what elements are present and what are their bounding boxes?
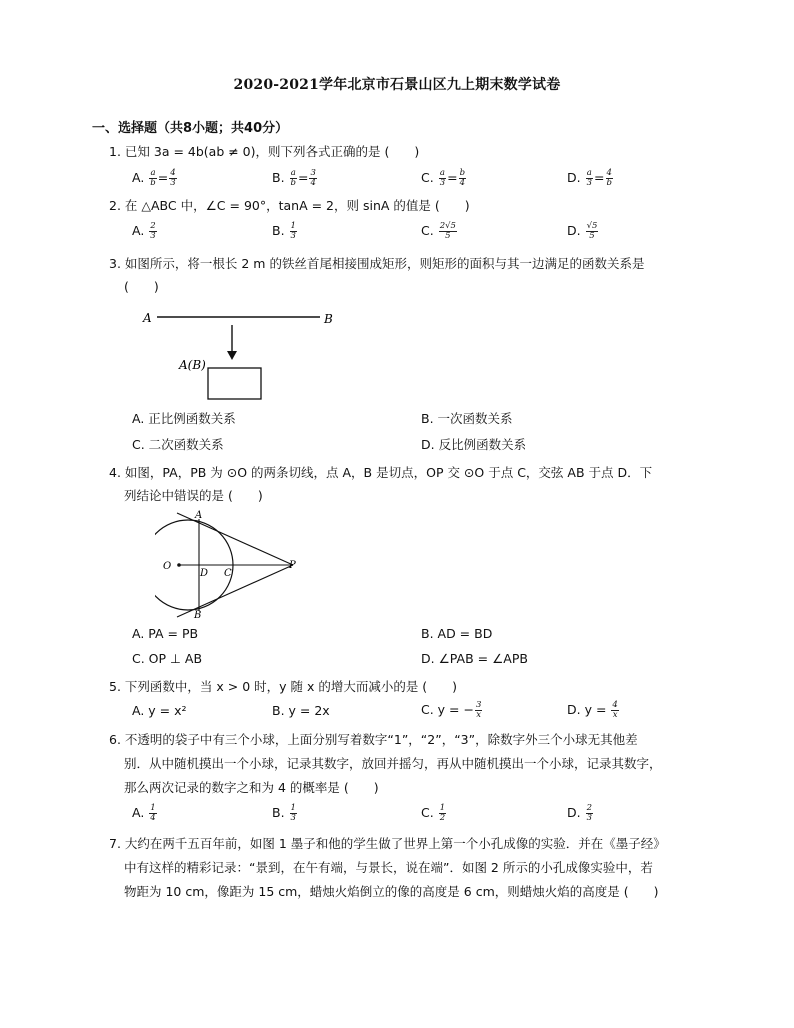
q1-option-a: A. $\frac{a}{b}$ = $\frac{4}{3}$ bbox=[132, 168, 176, 188]
q2-option-a: A. $\frac{2}{3}$ bbox=[132, 221, 156, 241]
label-c: C bbox=[224, 568, 232, 579]
q4-option-a: A. PA = PB bbox=[132, 626, 199, 641]
q1-option-c: C. $\frac{a}{3}$ = $\frac{b}{4}$ bbox=[421, 168, 466, 188]
question-6-line3: 那么两次记录的数字之和为 4 的概率是 ( ) bbox=[124, 780, 379, 795]
question-6-line2: 别．从中随机摸出一个小球，记录其数字，放回并摇匀，再从中随机摸出一个小球，记录其数字， bbox=[124, 756, 662, 771]
label-a: A bbox=[195, 510, 203, 521]
question-4-stem: 4. 如图，PA，PB 为 ⊙O 的两条切线，点 A，B 是切点，OP 交 ⊙O 于点 C，交弦 AB 于点 D．下 bbox=[109, 465, 653, 480]
q4-option-b: B. AD = BD bbox=[421, 626, 493, 641]
q1-option-d: D. $\frac{a}{3}$ = $\frac{4}{b}$ bbox=[567, 168, 612, 188]
section-heading: 一、选择题（共8小题；共40分） bbox=[92, 121, 289, 136]
q3-option-c: C. 二次函数关系 bbox=[132, 437, 224, 452]
q3-option-a: A. 正比例函数关系 bbox=[132, 411, 236, 426]
q6-option-a: A. $\frac{1}{4}$ bbox=[132, 803, 156, 823]
question-7-line1: 7. 大约在两千五百年前，如图 1 墨子和他的学生做了世界上第一个小孔成像的实验．并在《墨子经》 bbox=[109, 836, 666, 851]
q4-option-c: C. OP ⊥ AB bbox=[132, 651, 203, 666]
q5-option-a: A. y = x² bbox=[132, 703, 187, 718]
q3-option-b: B. 一次函数关系 bbox=[421, 411, 513, 426]
q5-option-b: B. y = 2x bbox=[272, 703, 330, 718]
q2-option-d: D. $\frac{√5}{5}$ bbox=[567, 221, 598, 241]
question-2-stem: 2. 在 △ABC 中，∠C = 90°，tanA = 2，则 sinA 的值是 ( ) bbox=[109, 198, 470, 213]
question-4-stem-line2: 列结论中错误的是 ( ) bbox=[124, 488, 263, 503]
q6-option-b: B. $\frac{1}{3}$ bbox=[272, 803, 296, 823]
question-3-stem: 3. 如图所示，将一根长 2 m 的铁丝首尾相接围成矩形，则矩形的面积与其一边满足的函数关系是 bbox=[109, 256, 645, 271]
center-dot bbox=[177, 563, 181, 567]
q1-option-b: B. $\frac{a}{b}$ = $\frac{3}{4}$ bbox=[272, 168, 316, 188]
question-6-line1: 6. 不透明的袋子中有三个小球，上面分别写着数字“1”，“2”，“3”，除数字外三个小球无其他差 bbox=[109, 732, 638, 747]
q3-wire-figure bbox=[140, 305, 350, 405]
arrow-head bbox=[227, 351, 237, 360]
q6-option-c: C. $\frac{1}{2}$ bbox=[421, 803, 446, 823]
label-b: B bbox=[194, 610, 202, 621]
q4-circle-figure bbox=[155, 505, 315, 623]
label-d: D bbox=[200, 568, 209, 579]
q2-option-b: B. $\frac{1}{3}$ bbox=[272, 221, 296, 241]
q3-option-d: D. 反比例函数关系 bbox=[421, 437, 527, 452]
label-o: O bbox=[163, 561, 172, 572]
q5-option-d: D. y = $\frac{4}{x}$ bbox=[567, 700, 618, 720]
label-p: P bbox=[289, 560, 296, 571]
question-7-line3: 物距为 10 cm，像距为 15 cm，蜡烛火焰倒立的像的高度是 6 cm，则蜡烛火焰的高度是 ( ) bbox=[124, 884, 659, 899]
q4-option-d: D. ∠PAB = ∠APB bbox=[421, 651, 528, 666]
wire-label-a: A bbox=[143, 311, 152, 325]
rectangle-shape bbox=[208, 368, 261, 399]
q6-option-d: D. $\frac{2}{3}$ bbox=[567, 803, 593, 823]
wire-label-b: B bbox=[324, 312, 333, 326]
question-3-paren: ( ) bbox=[124, 279, 159, 294]
q5-option-c: C. y = − $\frac{3}{x}$ bbox=[421, 700, 482, 720]
question-5-stem: 5. 下列函数中，当 x > 0 时，y 随 x 的增大而减小的是 ( ) bbox=[109, 679, 458, 694]
rect-corner-label: A(B) bbox=[179, 358, 206, 372]
exam-title: 2020-2021学年北京市石景山区九上期末数学试卷 bbox=[233, 77, 561, 93]
question-7-line2: 中有这样的精彩记录：“景到，在午有端，与景长，说在端”．如图 2 所示的小孔成像实验中，若 bbox=[124, 860, 653, 875]
q2-option-c: C. $\frac{2√5}{5}$ bbox=[421, 221, 456, 241]
question-1-stem: 1. 已知 3a = 4b(ab ≠ 0)，则下列各式正确的是 ( ) bbox=[109, 144, 420, 159]
